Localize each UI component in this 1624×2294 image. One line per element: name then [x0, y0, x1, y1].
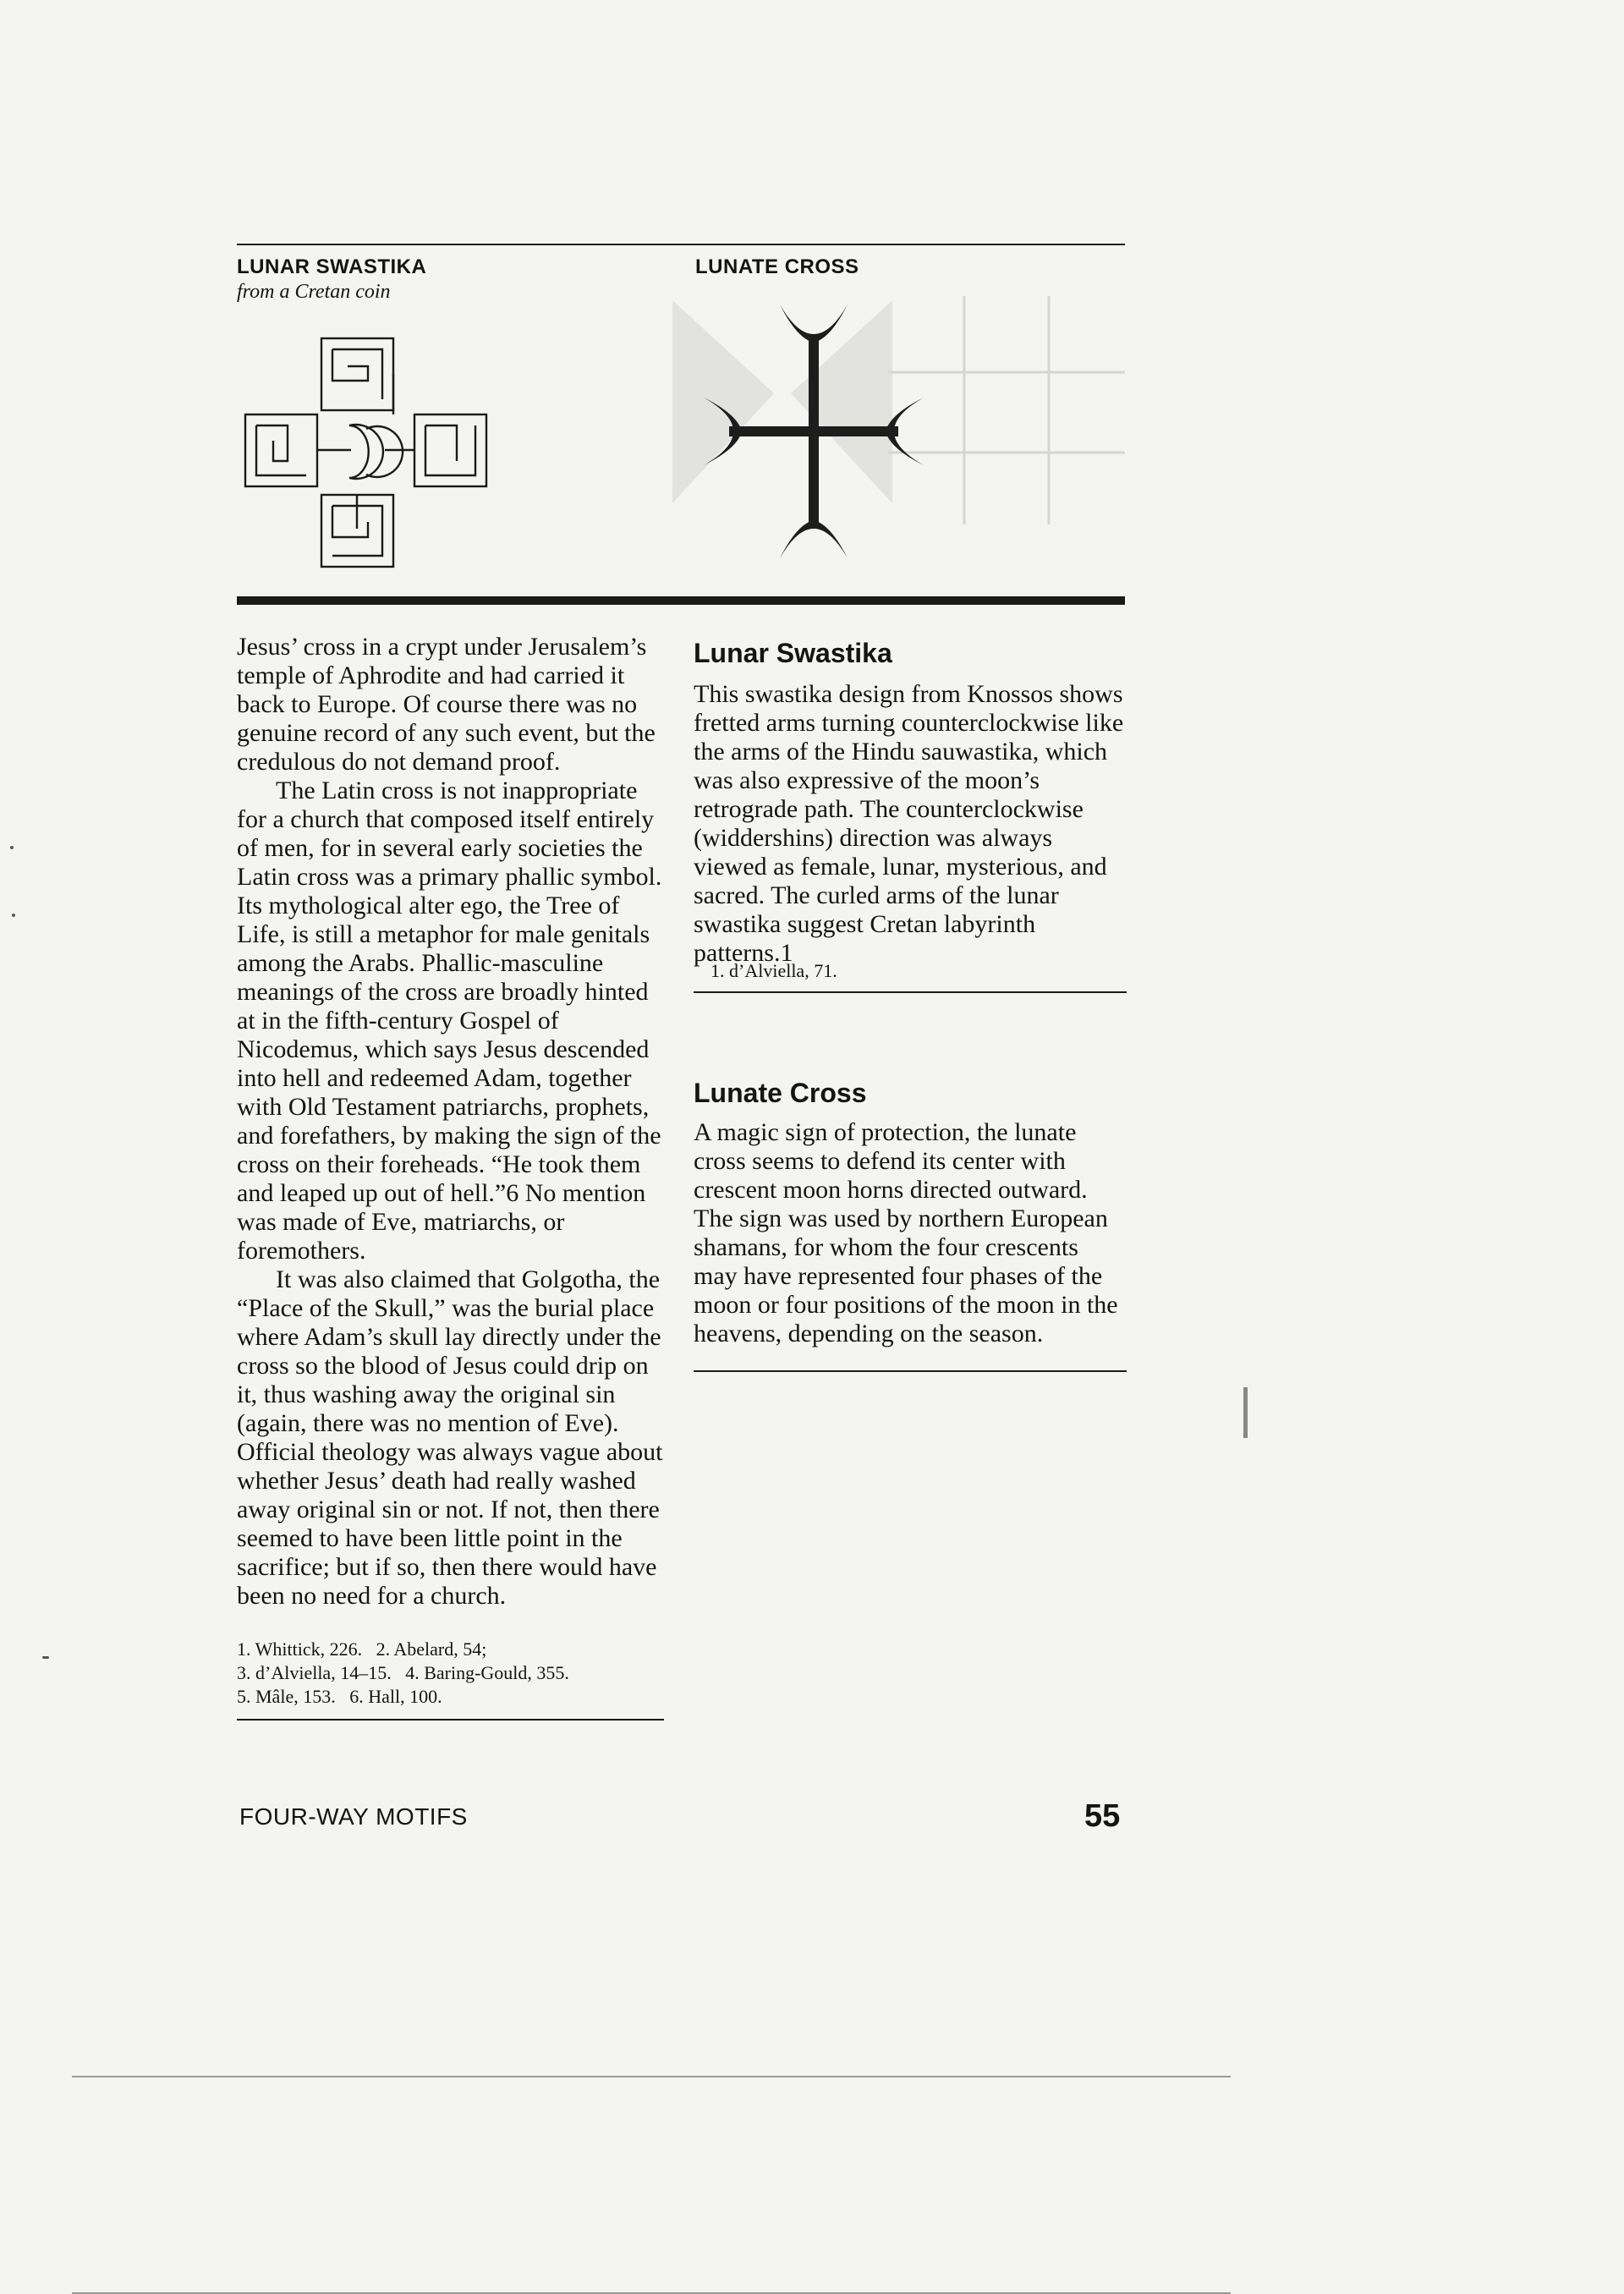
scan-mark — [10, 846, 14, 849]
figure-label-lunate-cross: LUNATE CROSS — [695, 255, 859, 278]
section-heading-lunate-cross: Lunate Cross — [694, 1078, 867, 1108]
body-paragraph: It was also claimed that Golgotha, the “Place of the Skull,” was the burial place where Adam’s skull lay directly under the cross so the blood of Jesus could drip on it, thus washing away the original sin (again, there was no mention of Eve). Official theology was always vague about whether Jesus’ death had really washed away original sin or not. If not, then there seemed to have been little point in the sacrifice; but if so, then there would have been no need for a church. — [237, 1265, 663, 1610]
scan-mark — [42, 1656, 49, 1659]
running-footer: FOUR-WAY MOTIFS — [239, 1803, 468, 1830]
figure-subtitle-lunar-swastika: from a Cretan coin — [237, 281, 391, 303]
lunate-cross-rule — [694, 1370, 1127, 1372]
left-notes-rule — [237, 1719, 664, 1720]
body-paragraph: Jesus’ cross in a crypt under Jerusalem’s temple of Aphrodite and had carried it back to Europe. Of course there was no genuine record of any such event, but the credulous do not demand proof. — [237, 633, 656, 776]
figures-divider — [237, 596, 1125, 605]
section-heading-lunar-swastika: Lunar Swastika — [694, 638, 892, 668]
body-paragraph: The Latin cross is not inappropriate for a church that composed itself entirely of men, for in several early societies the Latin cross was a primary phallic symbol. Its mythological alter ego, the Tree of Life, is still a metaphor for male genitals among the Arabs. Phallic-masculine meanings of the cross are broadly hinted at in the fifth-century Gospel of Nicodemus, which says Jesus descended into hell and redeemed Adam, together with Old Testament patriarchs, prophets, and forefathers, by making the sign of the cross on their foreheads. “He took them and leaped up out of hell.”6 No mention was made of Eve, matriarchs, or foremothers. — [237, 777, 662, 1265]
left-column-notes — [237, 1638, 664, 1709]
note-line: 5. Mâle, 153. 6. Hall, 100. — [237, 1686, 442, 1707]
lunar-swastika-text: This swastika design from Knossos shows fretted arms turning counterclockwise like the arms of the Hindu sauwastika, which was also expressive of the moon’s retrograde path. The counterclockwise (widdershins) direction was always viewed as female, lunar, mysterious, and sacred. The curled arms of the lunar swastika suggest Cretan labyrinth patterns.1 — [694, 680, 1124, 967]
note-line: 3. d’Alviella, 14–15. 4. Baring-Gould, 355. — [237, 1662, 569, 1683]
lunate-cross-text: A magic sign of protection, the lunate cross seems to defend its center with crescent moon horns directed outward. The sign was used by northern European shamans, for whom the four crescents may have represented four phases of the moon or four positions of the moon in the heavens, depending on the season. — [694, 1118, 1118, 1347]
note-line: 1. Whittick, 226. 2. Abelard, 54; — [237, 1638, 487, 1660]
scan-mark — [1243, 1387, 1248, 1438]
lunar-swastika-rule — [694, 991, 1127, 993]
top-rule — [237, 244, 1125, 245]
lunar-swastika-illustration — [241, 334, 495, 579]
scan-edge-line — [72, 2076, 1231, 2077]
lunar-swastika-note: 1. d’Alviella, 71. — [710, 960, 837, 981]
page-number: 55 — [1084, 1798, 1121, 1834]
left-column — [237, 633, 664, 1611]
lunate-cross-illustration — [704, 305, 924, 558]
scan-mark — [12, 914, 15, 917]
figure-label-lunar-swastika: LUNAR SWASTIKA — [237, 255, 427, 278]
